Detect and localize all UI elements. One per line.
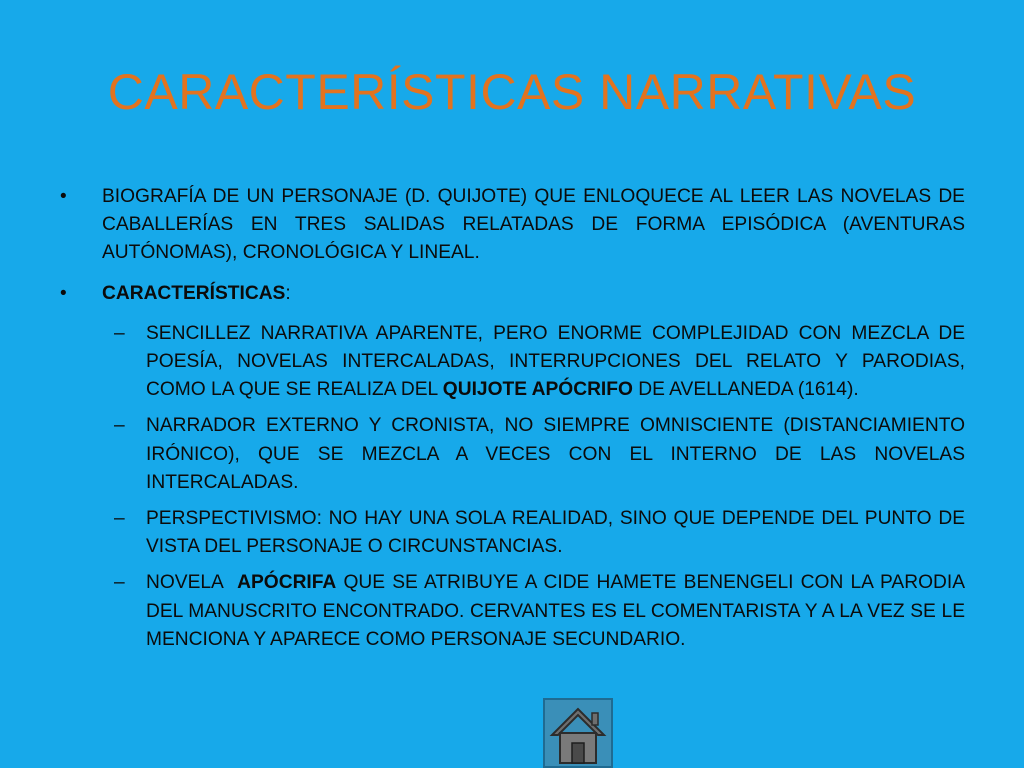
bullet-icon: • xyxy=(60,282,67,304)
sub-item-text: PERSPECTIVISMO: NO HAY UNA SOLA REALIDAD, SINO QUE DEPENDE DEL PUNTO DE VISTA DEL PERSONAJE O CIRCUNSTANCIAS. xyxy=(146,508,965,558)
bullet-text: BIOGRAFÍA DE UN PERSONAJE (D. QUIJOTE) QUE ENLOQUECE AL LEER LAS NOVELAS DE CABALLERÍAS EN TRES SALIDAS RELATADAS DE FORMA EPISÓDICA (AVENTURAS AUTÓNOMAS), CRONOLÓGICA Y LINEAL. xyxy=(102,186,965,264)
sub-item-bold-text: APÓCRIFA xyxy=(237,572,337,594)
sub-item-text: NARRADOR EXTERNO Y CRONISTA, NO SIEMPRE OMNISCIENTE (DISTANCIAMIENTO IRÓNICO), QUE SE MEZCLA A VECES CON EL INTERNO DE LAS NOVELAS INTERCALADAS. xyxy=(146,415,965,493)
sub-list xyxy=(60,320,965,654)
bullet-label: CARACTERÍSTICAS xyxy=(102,282,286,304)
slide-title: CARACTERÍSTICAS NARRATIVAS xyxy=(107,64,917,120)
dash-icon: – xyxy=(114,322,125,344)
sub-item-perspectivismo xyxy=(114,505,965,561)
sub-item-bold-text: QUIJOTE APÓCRIFO xyxy=(442,379,633,401)
dash-icon: – xyxy=(114,572,125,594)
dash-icon: – xyxy=(114,508,125,530)
dash-icon: – xyxy=(114,415,125,437)
sub-item-text-after: QUE SE ATRIBUYE A CIDE HAMETE BENENGELI CON LA PARODIA DEL MANUSCRITO ENCONTRADO. CERVANTES ES EL COMENTARISTA Y A LA VEZ SE LE MENCIONA Y APARECE COMO PERSONAJE SECUNDARIO. xyxy=(146,572,965,650)
sub-item-text: SENCILLEZ NARRATIVA APARENTE, PERO ENORME COMPLEJIDAD CON MEZCLA DE POESÍA, NOVELAS INTERCALADAS, INTERRUPCIONES DEL RELATO Y PARODIAS, COMO LA QUE SE REALIZA DEL xyxy=(146,322,965,401)
bullet-item-biography xyxy=(60,183,965,268)
bullet-icon: • xyxy=(60,186,67,207)
sub-item-text-after: DE AVELLANEDA (1614). xyxy=(632,379,859,401)
sub-item-sencillez xyxy=(114,320,965,405)
slide-content xyxy=(60,183,965,662)
home-icon xyxy=(548,703,608,767)
bullet-item-caracteristicas xyxy=(60,280,965,308)
sub-item-narrador xyxy=(114,412,965,497)
bullet-label-suffix: : xyxy=(285,282,291,304)
home-button[interactable] xyxy=(543,698,613,768)
sub-item-novela-apocrifa xyxy=(114,569,965,654)
sub-item-text: NOVELA xyxy=(146,572,238,594)
